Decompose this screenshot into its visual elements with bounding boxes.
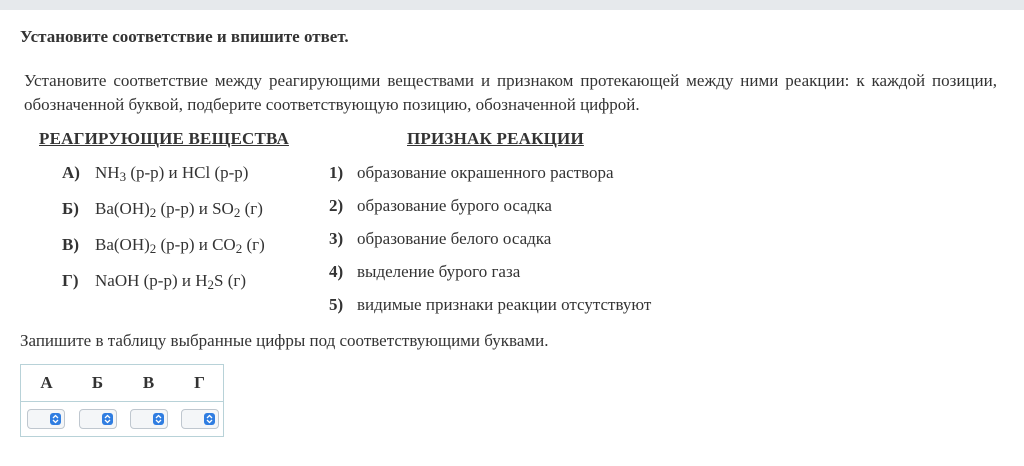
- answer-header-g: Г: [194, 373, 205, 392]
- select-arrows-icon: [153, 413, 164, 425]
- task-intro: Установите соответствие между реагирующими веществами и признаком протекающей между ними реакции: к каждой позиции, обозначенной буквой, подберите соответствующую позицию, обозначенной цифрой.: [24, 71, 997, 114]
- reactant-row-a: А) $NH_3$ (р-р) и HCl (р-р): [62, 163, 249, 184]
- sign-row-2: [329, 196, 552, 216]
- sign-row-5: [329, 295, 651, 315]
- reactant-row-g: Г) NaOH (р-р) и $H_2S$ (г): [62, 271, 246, 292]
- select-arrows-icon: [204, 413, 215, 425]
- sign-text: видимые признаки реакции отсутствуют: [357, 295, 652, 314]
- sign-number: 3): [329, 229, 344, 248]
- sign-row-1: [329, 163, 614, 183]
- answer-header-b: Б: [91, 373, 104, 392]
- sign-text: выделение бурого газа: [357, 262, 521, 281]
- sign-row-4: [329, 262, 520, 282]
- reactant-letter: В): [62, 235, 79, 254]
- answer-header-v: В: [142, 373, 155, 392]
- sign-text: образование бурого осадка: [357, 196, 552, 215]
- sign-number: 5): [329, 295, 344, 314]
- sign-row-3: [329, 229, 551, 249]
- reactants-column-title: РЕАГИРУЮЩИЕ ВЕЩЕСТВА: [39, 129, 289, 148]
- sign-text: образование окрашенного раствора: [357, 163, 614, 182]
- answer-table-header: [21, 365, 223, 402]
- reactant-letter: Б): [62, 199, 79, 218]
- reactant-letter: А): [62, 163, 80, 182]
- top-bar: [0, 0, 1024, 10]
- answer-select-b[interactable]: [79, 409, 117, 429]
- answer-header-a: А: [40, 373, 53, 392]
- signs-column-title: ПРИЗНАК РЕАКЦИИ: [407, 129, 584, 148]
- reactant-row-b: Б) $Ba(OH)_2$ (р-р) и $SO_2$ (г): [62, 199, 263, 220]
- answer-select-g[interactable]: [181, 409, 219, 429]
- sign-number: 1): [329, 163, 344, 182]
- reactant-row-v: В) $Ba(OH)_2$ (р-р) и $CO_2$ (г): [62, 235, 265, 256]
- answer-table: [20, 364, 224, 437]
- select-arrows-icon: [102, 413, 113, 425]
- answer-select-a[interactable]: [27, 409, 65, 429]
- task-heading: Установите соответствие и впишите ответ.: [20, 27, 349, 46]
- sign-number: 4): [329, 262, 344, 281]
- table-instruction: Запишите в таблицу выбранные цифры под соответствующими буквами.: [20, 331, 549, 350]
- answer-select-v[interactable]: [130, 409, 168, 429]
- select-arrows-icon: [50, 413, 61, 425]
- sign-number: 2): [329, 196, 344, 215]
- sign-text: образование белого осадка: [357, 229, 552, 248]
- reactant-letter: Г): [62, 271, 79, 290]
